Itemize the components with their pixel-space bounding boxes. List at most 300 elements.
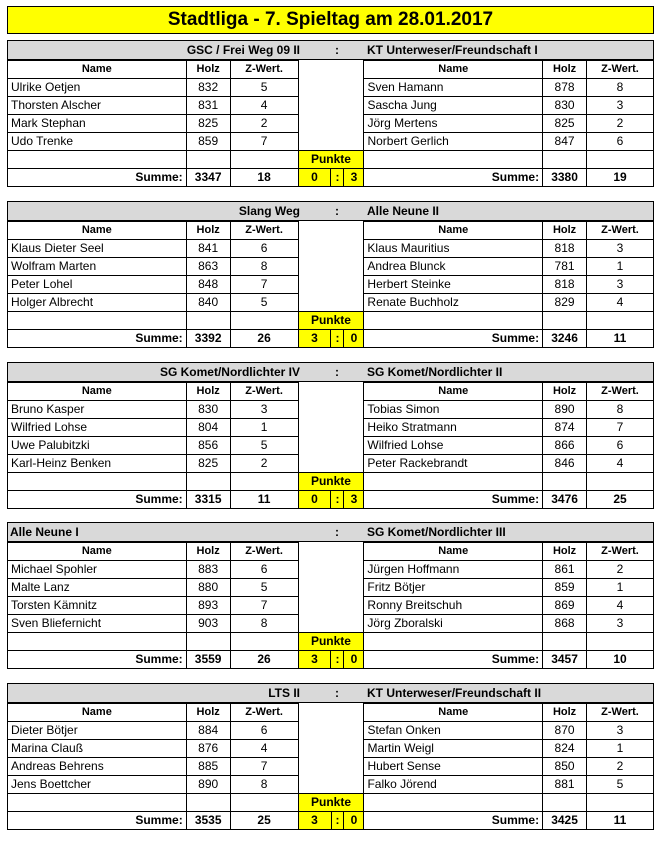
col-header-holz: Holz xyxy=(543,383,587,401)
col-header-holz: Holz xyxy=(543,543,587,561)
points-separator: : xyxy=(331,491,344,509)
home-sum-holz: 3535 xyxy=(186,812,230,830)
center-gap xyxy=(298,758,364,776)
player-row xyxy=(8,276,654,294)
home-player-zwert: 8 xyxy=(230,776,298,794)
match-separator: : xyxy=(335,204,339,218)
home-player-name: Holger Albrecht xyxy=(8,294,187,312)
summe-label: Summe: xyxy=(364,169,543,187)
column-header-row xyxy=(8,61,654,79)
center-gap xyxy=(298,97,364,115)
match-separator: : xyxy=(335,686,339,700)
center-gap xyxy=(298,615,364,633)
center-gap xyxy=(298,383,364,401)
guest-player-name: Sven Hamann xyxy=(364,79,543,97)
center-gap xyxy=(298,115,364,133)
points-separator: : xyxy=(331,169,344,187)
guest-player-name: Sascha Jung xyxy=(364,97,543,115)
col-header-name: Name xyxy=(8,704,187,722)
summe-row xyxy=(8,169,654,187)
home-player-name: Thorsten Alscher xyxy=(8,97,187,115)
home-sum-zwert: 26 xyxy=(230,330,298,348)
points-separator: : xyxy=(331,812,344,830)
home-player-holz: 880 xyxy=(186,579,230,597)
home-player-name: Torsten Kämnitz xyxy=(8,597,187,615)
guest-player-zwert: 8 xyxy=(587,79,654,97)
home-sum-zwert: 25 xyxy=(230,812,298,830)
punkte-label: Punkte xyxy=(298,473,364,491)
empty-cell xyxy=(8,794,187,812)
empty-cell xyxy=(8,312,187,330)
home-player-name: Andreas Behrens xyxy=(8,758,187,776)
col-header-zwert: Z-Wert. xyxy=(587,222,654,240)
punkte-row xyxy=(8,633,654,651)
center-gap xyxy=(298,133,364,151)
center-gap xyxy=(298,543,364,561)
guest-player-holz: 818 xyxy=(543,276,587,294)
guest-sum-holz: 3476 xyxy=(543,491,587,509)
guest-player-name: Wilfried Lohse xyxy=(364,437,543,455)
home-player-holz: 840 xyxy=(186,294,230,312)
home-player-name: Bruno Kasper xyxy=(8,401,187,419)
col-header-holz: Holz xyxy=(186,383,230,401)
center-gap xyxy=(298,597,364,615)
home-sum-holz: 3392 xyxy=(186,330,230,348)
home-player-zwert: 7 xyxy=(230,276,298,294)
player-row xyxy=(8,115,654,133)
col-header-zwert: Z-Wert. xyxy=(230,222,298,240)
summe-label: Summe: xyxy=(364,812,543,830)
home-player-name: Dieter Bötjer xyxy=(8,722,187,740)
guest-player-zwert: 2 xyxy=(587,115,654,133)
home-player-name: Udo Trenke xyxy=(8,133,187,151)
guest-player-holz: 878 xyxy=(543,79,587,97)
summe-label: Summe: xyxy=(8,169,187,187)
match-separator: : xyxy=(335,43,339,57)
center-gap xyxy=(298,240,364,258)
center-gap xyxy=(298,579,364,597)
center-gap xyxy=(298,419,364,437)
home-player-holz: 885 xyxy=(186,758,230,776)
summe-row xyxy=(8,812,654,830)
guest-player-holz: 870 xyxy=(543,722,587,740)
empty-cell xyxy=(364,151,543,169)
points-separator: : xyxy=(331,330,344,348)
guest-player-name: Ronny Breitschuh xyxy=(364,597,543,615)
summe-row xyxy=(8,651,654,669)
summe-label: Summe: xyxy=(364,491,543,509)
empty-cell xyxy=(230,633,298,651)
home-player-holz: 876 xyxy=(186,740,230,758)
col-header-name: Name xyxy=(364,222,543,240)
empty-cell xyxy=(587,312,654,330)
summe-label: Summe: xyxy=(364,651,543,669)
center-gap xyxy=(298,79,364,97)
col-header-holz: Holz xyxy=(186,704,230,722)
guest-player-holz: 847 xyxy=(543,133,587,151)
guest-sum-zwert: 11 xyxy=(587,330,654,348)
guest-sum-holz: 3457 xyxy=(543,651,587,669)
column-header-row xyxy=(8,383,654,401)
home-player-zwert: 5 xyxy=(230,294,298,312)
player-row xyxy=(8,133,654,151)
empty-cell xyxy=(186,151,230,169)
home-player-zwert: 7 xyxy=(230,758,298,776)
col-header-name: Name xyxy=(364,543,543,561)
empty-cell xyxy=(364,473,543,491)
guest-player-zwert: 1 xyxy=(587,258,654,276)
col-header-zwert: Z-Wert. xyxy=(587,383,654,401)
center-gap xyxy=(298,258,364,276)
guest-player-zwert: 3 xyxy=(587,615,654,633)
empty-cell xyxy=(543,473,587,491)
guest-player-zwert: 5 xyxy=(587,776,654,794)
home-player-name: Peter Lohel xyxy=(8,276,187,294)
home-team-name: LTS II xyxy=(268,686,300,700)
guest-player-name: Andrea Blunck xyxy=(364,258,543,276)
guest-player-name: Klaus Mauritius xyxy=(364,240,543,258)
guest-player-zwert: 6 xyxy=(587,437,654,455)
guest-sum-holz: 3380 xyxy=(543,169,587,187)
punkte-label: Punkte xyxy=(298,151,364,169)
guest-team-name: SG Komet/Nordlichter II xyxy=(367,365,503,379)
player-row xyxy=(8,437,654,455)
col-header-name: Name xyxy=(8,543,187,561)
home-player-holz: 903 xyxy=(186,615,230,633)
home-points: 3 xyxy=(298,330,331,348)
col-header-name: Name xyxy=(364,704,543,722)
home-player-holz: 831 xyxy=(186,97,230,115)
guest-player-holz: 859 xyxy=(543,579,587,597)
empty-cell xyxy=(230,794,298,812)
empty-cell xyxy=(543,633,587,651)
home-player-holz: 884 xyxy=(186,722,230,740)
guest-sum-zwert: 10 xyxy=(587,651,654,669)
empty-cell xyxy=(587,794,654,812)
guest-sum-zwert: 19 xyxy=(587,169,654,187)
home-player-zwert: 5 xyxy=(230,437,298,455)
col-header-name: Name xyxy=(8,383,187,401)
page-title: Stadtliga - 7. Spieltag am 28.01.2017 xyxy=(7,6,654,34)
guest-player-holz: 890 xyxy=(543,401,587,419)
match-header xyxy=(7,683,654,703)
home-sum-zwert: 18 xyxy=(230,169,298,187)
home-player-zwert: 8 xyxy=(230,615,298,633)
match-table xyxy=(7,703,654,830)
guest-team-name: KT Unterweser/Freundschaft I xyxy=(367,43,538,57)
punkte-row xyxy=(8,312,654,330)
guest-player-zwert: 2 xyxy=(587,758,654,776)
guest-player-zwert: 7 xyxy=(587,419,654,437)
center-gap xyxy=(298,61,364,79)
home-player-zwert: 3 xyxy=(230,401,298,419)
col-header-name: Name xyxy=(8,61,187,79)
summe-row xyxy=(8,330,654,348)
guest-player-name: Jörg Mertens xyxy=(364,115,543,133)
match-table xyxy=(7,382,654,509)
home-player-holz: 804 xyxy=(186,419,230,437)
home-points: 0 xyxy=(298,169,331,187)
guest-points: 3 xyxy=(344,169,364,187)
match-header xyxy=(7,362,654,382)
empty-cell xyxy=(8,633,187,651)
guest-player-holz: 869 xyxy=(543,597,587,615)
guest-player-holz: 861 xyxy=(543,561,587,579)
col-header-zwert: Z-Wert. xyxy=(587,543,654,561)
punkte-label: Punkte xyxy=(298,633,364,651)
empty-cell xyxy=(186,633,230,651)
guest-player-name: Stefan Onken xyxy=(364,722,543,740)
home-player-name: Malte Lanz xyxy=(8,579,187,597)
guest-team-name: Alle Neune II xyxy=(367,204,440,218)
guest-player-zwert: 1 xyxy=(587,740,654,758)
center-gap xyxy=(298,776,364,794)
home-player-holz: 841 xyxy=(186,240,230,258)
empty-cell xyxy=(186,312,230,330)
col-header-name: Name xyxy=(364,383,543,401)
guest-player-holz: 825 xyxy=(543,115,587,133)
home-player-zwert: 2 xyxy=(230,115,298,133)
col-header-name: Name xyxy=(8,222,187,240)
home-player-holz: 825 xyxy=(186,115,230,133)
home-team-name: SG Komet/Nordlichter IV xyxy=(159,365,300,379)
home-player-holz: 832 xyxy=(186,79,230,97)
player-row xyxy=(8,419,654,437)
col-header-holz: Holz xyxy=(543,704,587,722)
center-gap xyxy=(298,276,364,294)
empty-cell xyxy=(8,473,187,491)
home-player-name: Karl-Heinz Benken xyxy=(8,455,187,473)
player-row xyxy=(8,758,654,776)
empty-cell xyxy=(543,151,587,169)
player-row xyxy=(8,615,654,633)
guest-player-name: Fritz Bötjer xyxy=(364,579,543,597)
home-player-zwert: 1 xyxy=(230,419,298,437)
home-player-zwert: 6 xyxy=(230,722,298,740)
empty-cell xyxy=(230,473,298,491)
guest-player-holz: 866 xyxy=(543,437,587,455)
col-header-zwert: Z-Wert. xyxy=(587,704,654,722)
guest-player-name: Tobias Simon xyxy=(364,401,543,419)
player-row xyxy=(8,776,654,794)
col-header-holz: Holz xyxy=(186,543,230,561)
guest-player-name: Martin Weigl xyxy=(364,740,543,758)
home-sum-zwert: 11 xyxy=(230,491,298,509)
empty-cell xyxy=(587,473,654,491)
col-header-zwert: Z-Wert. xyxy=(230,61,298,79)
match-header xyxy=(7,201,654,221)
guest-team-name: KT Unterweser/Freundschaft II xyxy=(367,686,542,700)
player-row xyxy=(8,79,654,97)
guest-points: 0 xyxy=(344,330,364,348)
empty-cell xyxy=(8,151,187,169)
center-gap xyxy=(298,294,364,312)
summe-label: Summe: xyxy=(8,812,187,830)
points-separator: : xyxy=(331,651,344,669)
home-points: 0 xyxy=(298,491,331,509)
summe-label: Summe: xyxy=(8,330,187,348)
guest-player-name: Norbert Gerlich xyxy=(364,133,543,151)
home-player-name: Michael Spohler xyxy=(8,561,187,579)
col-header-zwert: Z-Wert. xyxy=(230,704,298,722)
guest-player-holz: 781 xyxy=(543,258,587,276)
col-header-zwert: Z-Wert. xyxy=(230,543,298,561)
guest-team-name: SG Komet/Nordlichter III xyxy=(367,525,506,539)
guest-player-name: Renate Buchholz xyxy=(364,294,543,312)
home-player-zwert: 8 xyxy=(230,258,298,276)
home-player-holz: 830 xyxy=(186,401,230,419)
guest-player-holz: 850 xyxy=(543,758,587,776)
home-player-zwert: 5 xyxy=(230,579,298,597)
home-player-zwert: 6 xyxy=(230,561,298,579)
home-sum-holz: 3559 xyxy=(186,651,230,669)
match-separator: : xyxy=(335,525,339,539)
guest-player-name: Jürgen Hoffmann xyxy=(364,561,543,579)
home-player-name: Mark Stephan xyxy=(8,115,187,133)
center-gap xyxy=(298,722,364,740)
guest-points: 3 xyxy=(344,491,364,509)
player-row xyxy=(8,240,654,258)
guest-player-name: Peter Rackebrandt xyxy=(364,455,543,473)
summe-label: Summe: xyxy=(8,651,187,669)
guest-player-zwert: 4 xyxy=(587,597,654,615)
home-player-name: Jens Boettcher xyxy=(8,776,187,794)
guest-sum-zwert: 25 xyxy=(587,491,654,509)
home-player-holz: 856 xyxy=(186,437,230,455)
guest-player-zwert: 1 xyxy=(587,579,654,597)
home-player-name: Wilfried Lohse xyxy=(8,419,187,437)
empty-cell xyxy=(230,312,298,330)
home-player-holz: 893 xyxy=(186,597,230,615)
home-team-name: Alle Neune I xyxy=(10,525,79,539)
player-row xyxy=(8,97,654,115)
guest-player-zwert: 6 xyxy=(587,133,654,151)
home-points: 3 xyxy=(298,651,331,669)
empty-cell xyxy=(587,151,654,169)
player-row xyxy=(8,455,654,473)
home-points: 3 xyxy=(298,812,331,830)
player-row xyxy=(8,740,654,758)
guest-player-zwert: 8 xyxy=(587,401,654,419)
guest-player-zwert: 3 xyxy=(587,722,654,740)
empty-cell xyxy=(186,473,230,491)
punkte-row xyxy=(8,473,654,491)
match-table xyxy=(7,60,654,187)
guest-sum-zwert: 11 xyxy=(587,812,654,830)
home-sum-holz: 3347 xyxy=(186,169,230,187)
col-header-holz: Holz xyxy=(186,222,230,240)
col-header-holz: Holz xyxy=(543,222,587,240)
guest-player-holz: 818 xyxy=(543,240,587,258)
guest-player-holz: 830 xyxy=(543,97,587,115)
guest-player-holz: 881 xyxy=(543,776,587,794)
match-table xyxy=(7,542,654,669)
home-player-zwert: 6 xyxy=(230,240,298,258)
home-player-holz: 863 xyxy=(186,258,230,276)
punkte-label: Punkte xyxy=(298,794,364,812)
empty-cell xyxy=(543,312,587,330)
match-header xyxy=(7,522,654,542)
home-sum-holz: 3315 xyxy=(186,491,230,509)
home-team-name: GSC / Frei Weg 09 II xyxy=(186,43,300,57)
player-row xyxy=(8,722,654,740)
center-gap xyxy=(298,437,364,455)
guest-player-zwert: 3 xyxy=(587,240,654,258)
guest-player-holz: 868 xyxy=(543,615,587,633)
home-player-holz: 883 xyxy=(186,561,230,579)
home-player-name: Ulrike Oetjen xyxy=(8,79,187,97)
player-row xyxy=(8,561,654,579)
punkte-row xyxy=(8,151,654,169)
home-player-name: Klaus Dieter Seel xyxy=(8,240,187,258)
guest-player-name: Heiko Stratmann xyxy=(364,419,543,437)
col-header-zwert: Z-Wert. xyxy=(230,383,298,401)
guest-points: 0 xyxy=(344,651,364,669)
guest-player-name: Herbert Steinke xyxy=(364,276,543,294)
column-header-row xyxy=(8,543,654,561)
guest-player-zwert: 2 xyxy=(587,561,654,579)
guest-player-holz: 824 xyxy=(543,740,587,758)
home-player-name: Wolfram Marten xyxy=(8,258,187,276)
center-gap xyxy=(298,401,364,419)
guest-player-holz: 846 xyxy=(543,455,587,473)
punkte-row xyxy=(8,794,654,812)
summe-label: Summe: xyxy=(364,330,543,348)
col-header-zwert: Z-Wert. xyxy=(587,61,654,79)
center-gap xyxy=(298,561,364,579)
guest-sum-holz: 3425 xyxy=(543,812,587,830)
guest-player-holz: 874 xyxy=(543,419,587,437)
home-player-holz: 825 xyxy=(186,455,230,473)
home-player-holz: 890 xyxy=(186,776,230,794)
player-row xyxy=(8,597,654,615)
match-separator: : xyxy=(335,365,339,379)
home-team-name: Slang Weg xyxy=(238,204,300,218)
guest-player-name: Jörg Zboralski xyxy=(364,615,543,633)
summe-row xyxy=(8,491,654,509)
center-gap xyxy=(298,222,364,240)
punkte-label: Punkte xyxy=(298,312,364,330)
home-player-zwert: 4 xyxy=(230,97,298,115)
home-player-zwert: 4 xyxy=(230,740,298,758)
home-player-holz: 859 xyxy=(186,133,230,151)
column-header-row xyxy=(8,704,654,722)
center-gap xyxy=(298,455,364,473)
guest-player-holz: 829 xyxy=(543,294,587,312)
empty-cell xyxy=(186,794,230,812)
empty-cell xyxy=(364,312,543,330)
guest-player-zwert: 4 xyxy=(587,294,654,312)
col-header-name: Name xyxy=(364,61,543,79)
guest-player-zwert: 4 xyxy=(587,455,654,473)
home-player-name: Sven Bliefernicht xyxy=(8,615,187,633)
player-row xyxy=(8,401,654,419)
center-gap xyxy=(298,740,364,758)
guest-player-zwert: 3 xyxy=(587,276,654,294)
guest-points: 0 xyxy=(344,812,364,830)
empty-cell xyxy=(364,794,543,812)
home-player-holz: 848 xyxy=(186,276,230,294)
guest-sum-holz: 3246 xyxy=(543,330,587,348)
home-player-zwert: 2 xyxy=(230,455,298,473)
player-row xyxy=(8,258,654,276)
match-header xyxy=(7,40,654,60)
column-header-row xyxy=(8,222,654,240)
col-header-holz: Holz xyxy=(543,61,587,79)
home-sum-zwert: 26 xyxy=(230,651,298,669)
player-row xyxy=(8,579,654,597)
empty-cell xyxy=(543,794,587,812)
